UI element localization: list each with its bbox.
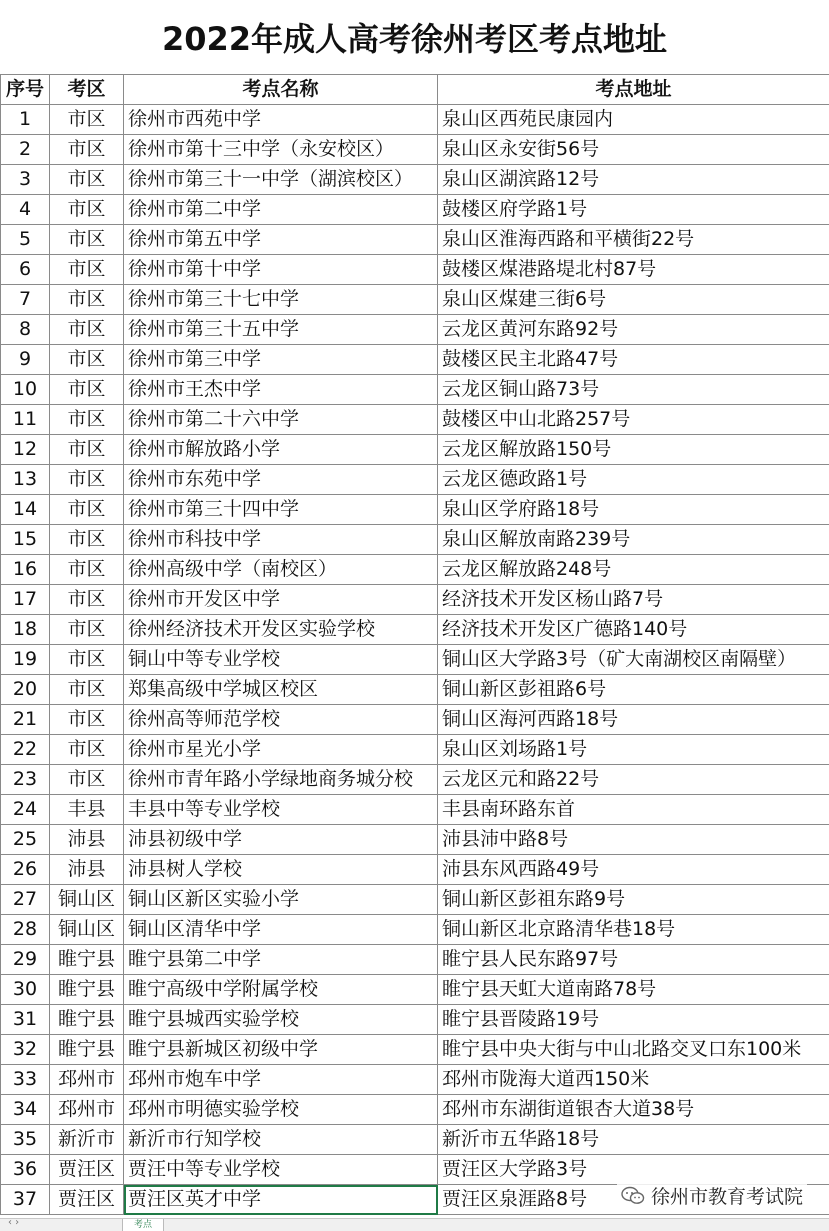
cell-district[interactable]: 市区 <box>50 255 124 285</box>
cell-no[interactable]: 3 <box>1 165 50 195</box>
cell-name[interactable]: 徐州市第十三中学（永安校区） <box>124 135 438 165</box>
cell-name[interactable]: 睢宁县第二中学 <box>124 945 438 975</box>
cell-name[interactable]: 睢宁县新城区初级中学 <box>124 1035 438 1065</box>
cell-name[interactable]: 徐州市科技中学 <box>124 525 438 555</box>
cell-district[interactable]: 邳州市 <box>50 1095 124 1125</box>
cell-name[interactable]: 徐州市东苑中学 <box>124 465 438 495</box>
cell-district[interactable]: 市区 <box>50 585 124 615</box>
cell-name[interactable]: 铜山中等专业学校 <box>124 645 438 675</box>
cell-address[interactable]: 新沂市五华路18号 <box>438 1125 829 1155</box>
cell-address[interactable]: 睢宁县中央大街与中山北路交叉口东100米 <box>438 1035 829 1065</box>
cell-no[interactable]: 21 <box>1 705 50 735</box>
table-row <box>1 465 829 495</box>
cell-name[interactable]: 沛县初级中学 <box>124 825 438 855</box>
cell-address[interactable]: 泉山区永安街56号 <box>438 135 829 165</box>
cell-no[interactable]: 5 <box>1 225 50 255</box>
cell-address[interactable]: 云龙区解放路150号 <box>438 435 829 465</box>
cell-name[interactable]: 徐州市第三十七中学 <box>124 285 438 315</box>
cell-name[interactable]: 徐州市第二中学 <box>124 195 438 225</box>
cell-district[interactable]: 丰县 <box>50 795 124 825</box>
cell-district[interactable]: 市区 <box>50 555 124 585</box>
sheet-bar <box>0 1218 829 1231</box>
cell-name[interactable]: 贾汪中等专业学校 <box>124 1155 438 1185</box>
table-row <box>1 285 829 315</box>
cell-no[interactable]: 25 <box>1 825 50 855</box>
header-address[interactable]: 考点地址 <box>438 75 829 105</box>
cell-address[interactable]: 睢宁县人民东路97号 <box>438 945 829 975</box>
cell-district[interactable]: 沛县 <box>50 855 124 885</box>
table-row <box>1 705 829 735</box>
table-row <box>1 315 829 345</box>
cell-district[interactable]: 睢宁县 <box>50 975 124 1005</box>
cell-no[interactable]: 32 <box>1 1035 50 1065</box>
table-row <box>1 915 829 945</box>
table-row <box>1 885 829 915</box>
table-row <box>1 405 829 435</box>
cell-name[interactable]: 徐州高等师范学校 <box>124 705 438 735</box>
cell-name[interactable]: 徐州经济技术开发区实验学校 <box>124 615 438 645</box>
table-row <box>1 195 829 225</box>
cell-no[interactable]: 28 <box>1 915 50 945</box>
cell-district[interactable]: 睢宁县 <box>50 1005 124 1035</box>
table-row <box>1 945 829 975</box>
cell-address[interactable]: 经济技术开发区广德路140号 <box>438 615 829 645</box>
cell-district[interactable]: 邳州市 <box>50 1065 124 1095</box>
cell-name[interactable]: 徐州市第二十六中学 <box>124 405 438 435</box>
header-name[interactable]: 考点名称 <box>124 75 438 105</box>
cell-no[interactable]: 33 <box>1 1065 50 1095</box>
cell-name[interactable]: 郑集高级中学城区校区 <box>124 675 438 705</box>
cell-district[interactable]: 市区 <box>50 345 124 375</box>
cell-district[interactable]: 市区 <box>50 375 124 405</box>
table-row <box>1 135 829 165</box>
table-row <box>1 825 829 855</box>
table-row <box>1 615 829 645</box>
cell-no[interactable]: 2 <box>1 135 50 165</box>
cell-address[interactable]: 泉山区煤建三街6号 <box>438 285 829 315</box>
sheet-nav-arrows-icon[interactable]: ‹ › <box>8 1217 19 1228</box>
cell-district[interactable]: 市区 <box>50 435 124 465</box>
cell-no[interactable]: 13 <box>1 465 50 495</box>
cell-no[interactable]: 35 <box>1 1125 50 1155</box>
cell-district[interactable]: 市区 <box>50 645 124 675</box>
table-row <box>1 1035 829 1065</box>
cell-address[interactable]: 沛县沛中路8号 <box>438 825 829 855</box>
table-row <box>1 765 829 795</box>
cell-district[interactable]: 睢宁县 <box>50 1035 124 1065</box>
cell-no[interactable]: 27 <box>1 885 50 915</box>
cell-address[interactable]: 贾汪区泉涯路8号 <box>438 1185 829 1215</box>
cell-name[interactable]: 沛县树人学校 <box>124 855 438 885</box>
table-row <box>1 255 829 285</box>
cell-no[interactable]: 24 <box>1 795 50 825</box>
cell-no[interactable]: 34 <box>1 1095 50 1125</box>
cell-district[interactable]: 市区 <box>50 225 124 255</box>
cell-address[interactable]: 鼓楼区煤港路堤北村87号 <box>438 255 829 285</box>
cell-address[interactable]: 睢宁县天虹大道南路78号 <box>438 975 829 1005</box>
cell-name[interactable]: 邳州市炮车中学 <box>124 1065 438 1095</box>
cell-address[interactable]: 泉山区解放南路239号 <box>438 525 829 555</box>
table-row <box>1 1005 829 1035</box>
cell-name[interactable]: 睢宁县城西实验学校 <box>124 1005 438 1035</box>
table-row <box>1 585 829 615</box>
cell-name[interactable]: 贾汪区英才中学 <box>124 1185 438 1215</box>
cell-address[interactable]: 泉山区西苑民康园内 <box>438 105 829 135</box>
cell-no[interactable]: 9 <box>1 345 50 375</box>
cell-no[interactable]: 16 <box>1 555 50 585</box>
sheet-tab[interactable]: 考点 <box>122 1219 164 1231</box>
cell-address[interactable]: 云龙区黄河东路92号 <box>438 315 829 345</box>
watermark-text: 徐州市教育考试院 <box>651 1182 803 1209</box>
cell-address[interactable]: 铜山区海河西路18号 <box>438 705 829 735</box>
table-row <box>1 555 829 585</box>
cell-address[interactable]: 泉山区学府路18号 <box>438 495 829 525</box>
table-row <box>1 375 829 405</box>
table-row <box>1 495 829 525</box>
cell-no[interactable]: 10 <box>1 375 50 405</box>
cell-district[interactable]: 沛县 <box>50 825 124 855</box>
cell-address[interactable]: 邳州市东湖街道银杏大道38号 <box>438 1095 829 1125</box>
cell-name[interactable]: 徐州市王杰中学 <box>124 375 438 405</box>
cell-address[interactable]: 泉山区湖滨路12号 <box>438 165 829 195</box>
cell-no[interactable]: 12 <box>1 435 50 465</box>
cell-district[interactable]: 市区 <box>50 705 124 735</box>
cell-address[interactable]: 鼓楼区中山北路257号 <box>438 405 829 435</box>
cell-no[interactable]: 7 <box>1 285 50 315</box>
cell-name[interactable]: 徐州市第五中学 <box>124 225 438 255</box>
cell-address[interactable]: 铜山新区彭祖东路9号 <box>438 885 829 915</box>
table-row <box>1 165 829 195</box>
cell-no[interactable]: 17 <box>1 585 50 615</box>
cell-district[interactable]: 市区 <box>50 765 124 795</box>
cell-address[interactable]: 云龙区元和路22号 <box>438 765 829 795</box>
table-row <box>1 795 829 825</box>
cell-name[interactable]: 徐州市星光小学 <box>124 735 438 765</box>
wechat-icon <box>621 1186 645 1206</box>
table-row <box>1 855 829 885</box>
cell-no[interactable]: 36 <box>1 1155 50 1185</box>
cell-address[interactable]: 邳州市陇海大道西150米 <box>438 1065 829 1095</box>
cell-district[interactable]: 市区 <box>50 105 124 135</box>
cell-name[interactable]: 徐州市第三中学 <box>124 345 438 375</box>
table-header-row <box>1 75 829 105</box>
cell-name[interactable]: 睢宁高级中学附属学校 <box>124 975 438 1005</box>
table-row <box>1 975 829 1005</box>
header-no[interactable]: 序号 <box>1 75 50 105</box>
cell-no[interactable]: 14 <box>1 495 50 525</box>
cell-name[interactable]: 徐州市第三十五中学 <box>124 315 438 345</box>
cell-district[interactable]: 贾汪区 <box>50 1155 124 1185</box>
cell-address[interactable]: 铜山新区北京路清华巷18号 <box>438 915 829 945</box>
cell-name[interactable]: 徐州市第十中学 <box>124 255 438 285</box>
cell-district[interactable]: 市区 <box>50 195 124 225</box>
cell-name[interactable]: 徐州市西苑中学 <box>124 105 438 135</box>
cell-address[interactable]: 铜山区大学路3号（矿大南湖校区南隔壁） <box>438 645 829 675</box>
cell-no[interactable]: 15 <box>1 525 50 555</box>
cell-name[interactable]: 徐州市开发区中学 <box>124 585 438 615</box>
cell-no[interactable]: 20 <box>1 675 50 705</box>
cell-district[interactable]: 市区 <box>50 465 124 495</box>
cell-name[interactable]: 徐州市青年路小学绿地商务城分校 <box>124 765 438 795</box>
cell-name[interactable]: 徐州市解放路小学 <box>124 435 438 465</box>
cell-no[interactable]: 6 <box>1 255 50 285</box>
table-row <box>1 525 829 555</box>
cell-name[interactable]: 徐州高级中学（南校区） <box>124 555 438 585</box>
cell-address[interactable]: 云龙区德政路1号 <box>438 465 829 495</box>
cell-no[interactable]: 18 <box>1 615 50 645</box>
cell-no[interactable]: 19 <box>1 645 50 675</box>
cell-address[interactable]: 云龙区解放路248号 <box>438 555 829 585</box>
cell-district[interactable]: 睢宁县 <box>50 945 124 975</box>
cell-district[interactable]: 市区 <box>50 285 124 315</box>
table-row <box>1 1095 829 1125</box>
cell-address[interactable]: 泉山区淮海西路和平横街22号 <box>438 225 829 255</box>
cell-address[interactable]: 丰县南环路东首 <box>438 795 829 825</box>
cell-address[interactable]: 沛县东风西路49号 <box>438 855 829 885</box>
cell-name[interactable]: 铜山区清华中学 <box>124 915 438 945</box>
cell-no[interactable]: 26 <box>1 855 50 885</box>
cell-address[interactable]: 经济技术开发区杨山路7号 <box>438 585 829 615</box>
cell-district[interactable]: 市区 <box>50 525 124 555</box>
page-title: 2022年成人高考徐州考区考点地址 <box>0 0 829 74</box>
cell-no[interactable]: 23 <box>1 765 50 795</box>
table-row <box>1 435 829 465</box>
cell-address[interactable]: 鼓楼区府学路1号 <box>438 195 829 225</box>
cell-district[interactable]: 市区 <box>50 615 124 645</box>
cell-no[interactable]: 8 <box>1 315 50 345</box>
cell-name[interactable]: 邳州市明德实验学校 <box>124 1095 438 1125</box>
cell-no[interactable]: 1 <box>1 105 50 135</box>
cell-no[interactable]: 29 <box>1 945 50 975</box>
cell-district[interactable]: 铜山区 <box>50 885 124 915</box>
cell-address[interactable]: 铜山新区彭祖路6号 <box>438 675 829 705</box>
cell-district[interactable]: 市区 <box>50 735 124 765</box>
cell-district[interactable]: 贾汪区 <box>50 1185 124 1215</box>
table-row <box>1 1065 829 1095</box>
cell-name[interactable]: 徐州市第三十四中学 <box>124 495 438 525</box>
cell-name[interactable]: 新沂市行知学校 <box>124 1125 438 1155</box>
cell-no[interactable]: 37 <box>1 1185 50 1215</box>
cell-no[interactable]: 22 <box>1 735 50 765</box>
cell-address[interactable]: 云龙区铜山路73号 <box>438 375 829 405</box>
cell-district[interactable]: 市区 <box>50 135 124 165</box>
table-row <box>1 675 829 705</box>
cell-no[interactable]: 31 <box>1 1005 50 1035</box>
table-row <box>1 105 829 135</box>
cell-district[interactable]: 市区 <box>50 315 124 345</box>
cell-district[interactable]: 市区 <box>50 495 124 525</box>
cell-name[interactable]: 铜山区新区实验小学 <box>124 885 438 915</box>
cell-name[interactable]: 徐州市第三十一中学（湖滨校区） <box>124 165 438 195</box>
table-row <box>1 225 829 255</box>
table-row <box>1 345 829 375</box>
cell-address[interactable]: 泉山区刘场路1号 <box>438 735 829 765</box>
cell-address[interactable]: 鼓楼区民主北路47号 <box>438 345 829 375</box>
cell-district[interactable]: 新沂市 <box>50 1125 124 1155</box>
table-row <box>1 735 829 765</box>
cell-district[interactable]: 市区 <box>50 165 124 195</box>
watermark <box>617 1180 807 1211</box>
table-row <box>1 1125 829 1155</box>
cell-district[interactable]: 市区 <box>50 405 124 435</box>
header-district[interactable]: 考区 <box>50 75 124 105</box>
cell-district[interactable]: 市区 <box>50 675 124 705</box>
cell-no[interactable]: 30 <box>1 975 50 1005</box>
cell-address[interactable]: 睢宁县晋陵路19号 <box>438 1005 829 1035</box>
cell-address[interactable]: 贾汪区大学路3号 <box>438 1155 829 1185</box>
cell-no[interactable]: 4 <box>1 195 50 225</box>
exam-sites-table <box>0 74 829 1215</box>
cell-district[interactable]: 铜山区 <box>50 915 124 945</box>
cell-no[interactable]: 11 <box>1 405 50 435</box>
cell-name[interactable]: 丰县中等专业学校 <box>124 795 438 825</box>
table-row <box>1 645 829 675</box>
